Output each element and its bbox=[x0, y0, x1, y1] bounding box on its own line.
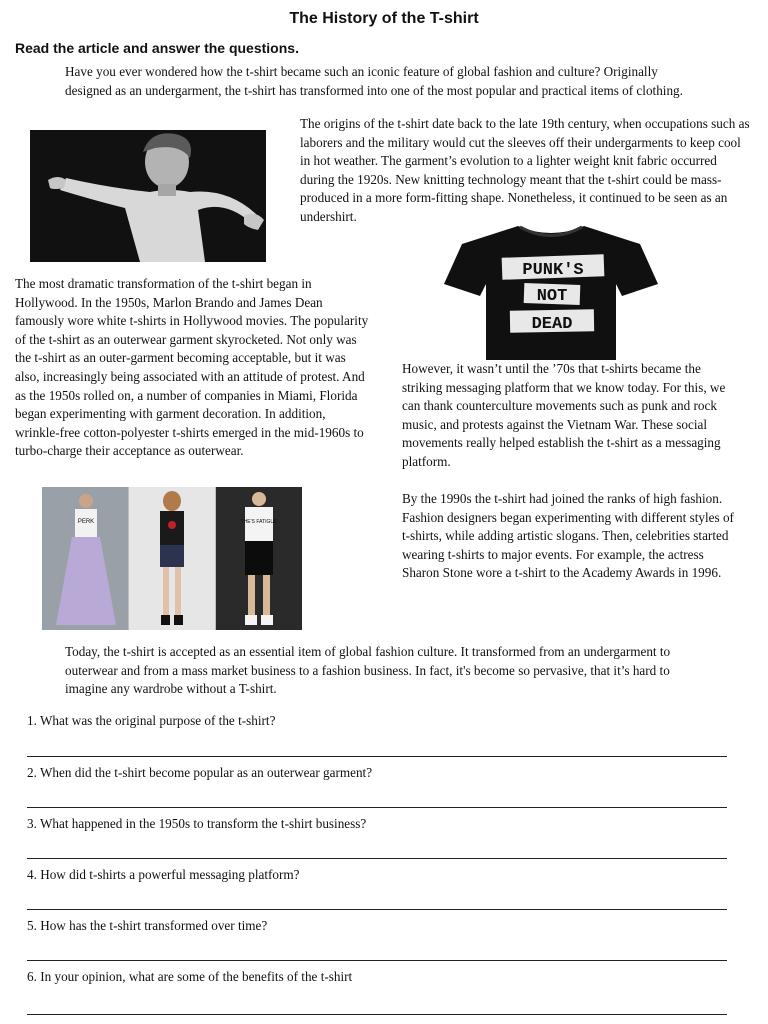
page-title: The History of the T-shirt bbox=[289, 10, 479, 27]
james-dean-photo bbox=[30, 130, 266, 262]
shirt-print-line-2: NOT bbox=[536, 287, 568, 306]
today-paragraph: Today, the t-shirt is accepted as an essential item of global fashion culture. It transformed from an undergarment to outerwear and from a mass market business to a fashion business. In fact, it's become so pervasive, that it’s hard to imagine any wardrobe without a T-shirt. bbox=[65, 644, 671, 697]
question-4: 4. How did t-shirts a powerful messaging platform? bbox=[27, 867, 300, 882]
question-5: 5. How has the t-shirt transformed over time? bbox=[27, 918, 268, 933]
answer-line-3[interactable] bbox=[27, 858, 727, 859]
instructions: Read the article and answer the questions. bbox=[15, 40, 299, 56]
question-3: 3. What happened in the 1950s to transform the t-shirt business? bbox=[27, 816, 367, 831]
answer-line-6[interactable] bbox=[27, 1014, 727, 1015]
question-1: 1. What was the original purpose of the t-shirt? bbox=[27, 713, 276, 728]
answer-line-4[interactable] bbox=[27, 909, 727, 910]
runway-photos bbox=[42, 487, 302, 630]
question-2: 2. When did the t-shirt become popular as an outerwear garment? bbox=[27, 765, 373, 780]
tshirt-illustration bbox=[440, 224, 662, 360]
intro-paragraph: Have you ever wondered how the t-shirt became such an iconic feature of global fashion and culture? Originally designed as an undergarment, the t-shirt has transformed into one of the most popular and practical items of clothing. bbox=[65, 64, 683, 98]
runway-tee-2-print: THE'S FATIGUE bbox=[240, 519, 278, 525]
seventies-paragraph: However, it wasn’t until the ’70s that t-shirts became the striking messaging platform that we know today. For this, we can thank counterculture movements such as punk and rock music, and protests against the Vietnam War. These social movements really helped establish the t-shirt as a messaging platform. bbox=[402, 361, 726, 469]
shirt-print-line-3: DEAD bbox=[531, 315, 573, 334]
question-6: 6. In your opinion, what are some of the benefits of the t-shirt bbox=[27, 969, 353, 984]
origins-paragraph: The origins of the t-shirt date back to the late 19th century, when occupations such as laborers and the military would cut the sleeves off their undergarments to keep cool in hot weather. The garment’s evolution to a lighter weight knit fabric occurred during the 1920s. New knitting technology meant that the t-shirt could be mass-produced in a more form-fitting shape. Nonetheless, it continued to be seen as an undershirt. bbox=[300, 116, 750, 224]
runway-illustration bbox=[42, 487, 302, 630]
punks-not-dead-shirt-image bbox=[440, 224, 662, 360]
hollywood-paragraph: The most dramatic transformation of the t-shirt began in Hollywood. In the 1950s, Marlon Brando and James Dean famously wore white t-shirts in Hollywood movies. The popularity of the t-shirt as an outerwear garment skyrocketed. Not only was the t-shirt as an outer-garment becoming acceptable, but it was also, increasingly being associated with an attitude of protest. And as the 1950s rolled on, a number of companies in Miami, Florida began experimenting with garment decoration. In addition, wrinkle-free cotton-polyester t-shirts emerged in the mid-1960s to turbo-charge their acceptance as outerwear. bbox=[15, 276, 369, 459]
answer-line-1[interactable] bbox=[27, 756, 727, 757]
shirt-print-line-1: PUNK'S bbox=[522, 261, 584, 280]
nineties-paragraph: By the 1990s the t-shirt had joined the ranks of high fashion. Fashion designers began experimenting with different styles of t-shirts, while adding artistic slogans. Then, celebrities started wearing t-shirts to major events. For example, the actress Sharon Stone wore a t-shirt to the Academy Awards in 1996. bbox=[402, 491, 734, 581]
answer-line-5[interactable] bbox=[27, 960, 727, 961]
runway-tee-1-print: PERK bbox=[77, 519, 95, 525]
answer-line-2[interactable] bbox=[27, 807, 727, 808]
james-dean-illustration bbox=[30, 130, 266, 262]
